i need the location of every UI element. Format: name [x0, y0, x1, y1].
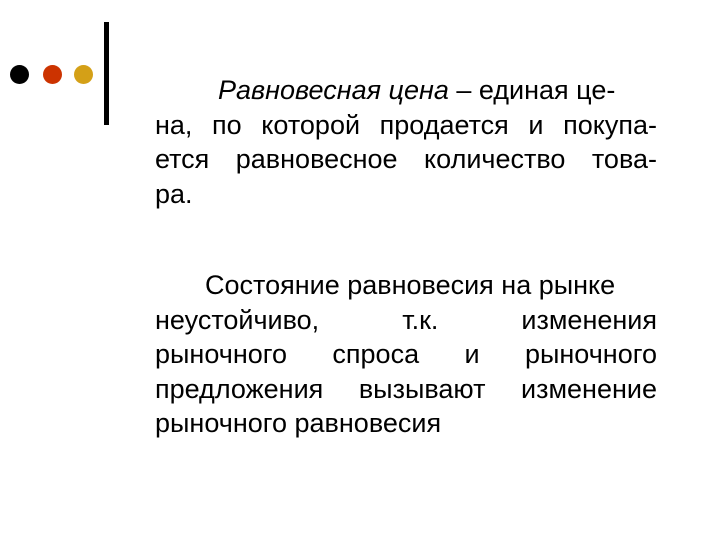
vertical-divider [104, 22, 109, 125]
black-dot-icon [10, 65, 29, 84]
statement-line-2 [155, 303, 657, 338]
definition-first-line-rest: – единая це- [448, 75, 616, 105]
statement-word: и [464, 339, 480, 369]
statement-word: изменение [521, 373, 657, 404]
definition-line-2-text: на, по которой продается и покупа- [155, 109, 657, 140]
definition-line-3 [155, 142, 657, 177]
statement-line-4 [155, 372, 657, 407]
definition-line-2 [155, 108, 657, 143]
statement-line-3 [155, 337, 657, 372]
statement-word: рыночного [155, 339, 288, 369]
definition-line-4: ра. [155, 178, 193, 209]
statement-word: неустойчиво, [155, 304, 320, 335]
statement-word: предложения [155, 373, 324, 404]
definition-first-line [155, 73, 657, 108]
statement-word: изменения [521, 304, 657, 335]
statement-paragraph [155, 268, 657, 441]
definition-paragraph [155, 73, 657, 211]
red-dot-icon [43, 65, 62, 84]
statement-word: т.к. [402, 304, 439, 335]
definition-term: Равновесная цена [218, 75, 449, 105]
statement-line-1: Состояние равновесия на рынке [205, 270, 616, 300]
definition-line-3-text: ется равновесное количество това- [155, 144, 657, 174]
statement-word: спроса [332, 339, 420, 369]
statement-word: вызывают [358, 373, 486, 404]
yellow-dot-icon [74, 65, 93, 84]
statement-line-5: рыночного равновесия [155, 408, 442, 438]
statement-word: рыночного [524, 339, 657, 369]
bullet-dots-decoration [10, 65, 94, 85]
